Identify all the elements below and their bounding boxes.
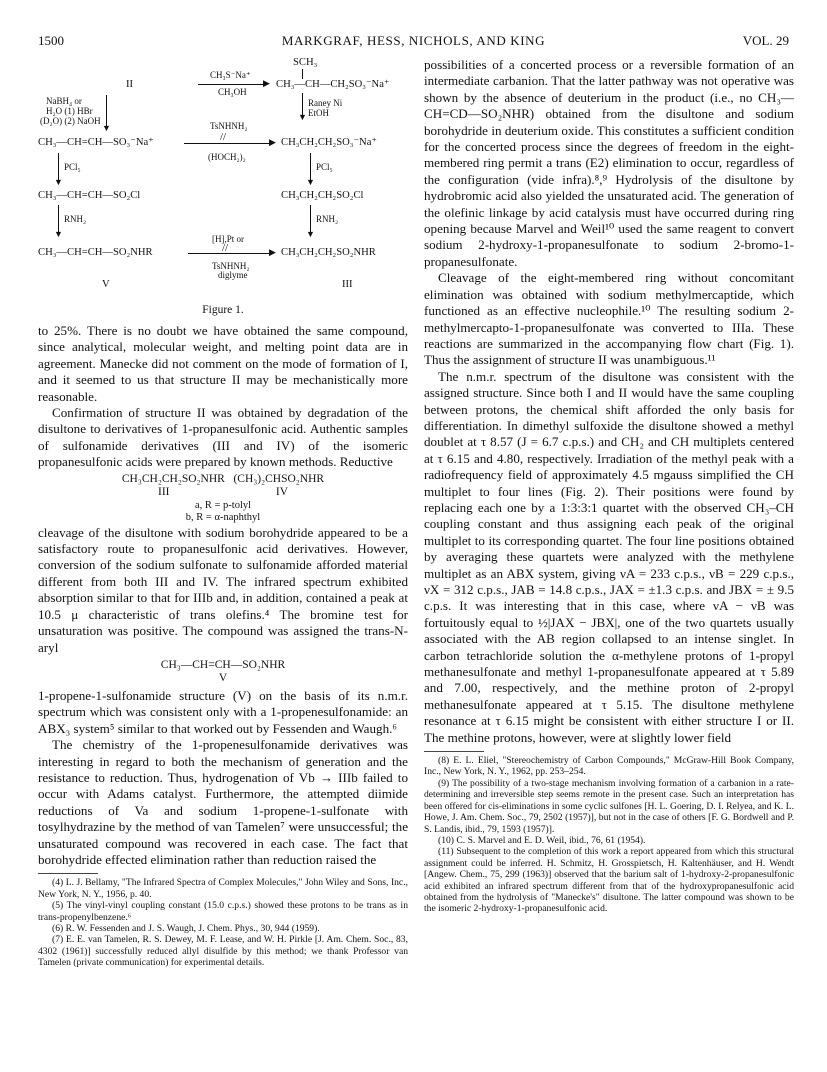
formula-line: CH₃—CH=CH—SO₂NHR [160,658,286,671]
fig-rnh2-left: RNH₂ [64,214,87,224]
fig-row3-right: CH₃CH₂CH₂SO₂Cl [281,190,364,201]
fig-diglyme: diglyme [218,270,248,280]
fig-label-III: III [342,279,353,290]
page-number: 1500 [38,33,64,48]
footnote: (6) R. W. Fessenden and J. S. Waugh, J. Chem. Phys., 30, 944 (1959). [52,923,320,934]
footnote: (11) Subsequent to the completion of this work a report appeared from which this structural assignment could be inferred. H. Schmitz, H. Grosspietsch, H. Kaltenhäuser, and H. Wendt [Angew. Chem., 75, 299 (1963)] observed that the barium salt of 1-hydroxy-2-propanesulfonic acid exhibited an infrared spectrum different from that of the hydroxypropanesulfonic acid obtained from the hydrolysis of "Manecke's" disultone. The latter compound was shown to be the isomeric 2-hydroxy-1-propanesulfonic acid. [424,846,794,915]
fig-arrow-row2 [184,143,272,144]
footnote: (7) E. E. van Tamelen, R. S. Dewey, M. F. Lease, and W. H. Pirkle [J. Am. Chem. Soc., 83, 4302 (1961)] successfully reduced allyl disulfide by this method; we thank Professor van Tamelen (private communication) for experimental details. [38,934,408,969]
fig-arrow-row4 [188,253,272,254]
fig-top-row: CH₃—CH—CH₂SO₃⁻Na⁺ [276,79,390,90]
fig-tsnhnh2-bottom: TsNHNH₂ [212,261,250,271]
volume-label: VOL. 29 [742,33,789,48]
fig-reagent-top-2: CH₃OH [218,87,247,97]
fig-arrowhead-left-2: ▼ [54,177,63,187]
formula-line: V [218,672,228,685]
fig-label-II: II [126,79,134,90]
paragraph: The chemistry of the 1-propenesulfonamide derivatives was interesting in regard to both the mechanism of generation and the resistance to reduction. Thus, hydrogenation of Vb → IIIb failed to occur with Adams catalyst. Furthermore, the attempted diimide reductions of Va and sodium 1-propene-1-sulfonate with tosylhydrazine by the method of van Tamelen⁷ were unsuccessful; the unsaturated compound was recovered in each case. The fact that borohydride effected elimination rather than reduction raised the [38,737,408,867]
footnote: (9) The possibility of a two-stage mechanism involving formation of a carbanion in a rate-determining and irreversible step seems remote in the present case. Such an interpretation has been offered for cis-eliminations in some cyclic sulfones [H. L. Goering, D. I. Relyea, and K. L. Howe, J. Am. Chem. Soc., 79, 2502 (1957)], but not in the case of others [F. G. Bordwell and P. S. Landis, ibid., 79, 1593 (1957)]. [424,777,794,835]
fig-hoch2: (HOCH₂)₂ [208,152,246,162]
fig-label-V: V [102,279,110,290]
fig-arrowhead-top: ▶ [263,78,270,88]
footnote: (4) L. J. Bellamy, "The Infrared Spectra of Complex Molecules," John Wiley and Sons, Inc., New York, N. Y., 1956, p. 40. [38,877,408,900]
fig-arrowhead-right-2: ▼ [306,177,315,187]
paragraph: cleavage of the disultone with sodium borohydride appeared to be a satisfactory route to propanesulfonic acid derivatives. However, conversion of the sodium sulfonate to sulfonamide afforded material different from both III and IV. The infrared spectrum exhibited absorption similar to that for IIIb and, in addition, contained a peak at 10.5 μ characteristic of trans olefins.⁴ The bromine test for unsaturation was positive. The compound was assigned the trans-N-aryl [38,524,408,655]
fig-arrowhead-row2: ▶ [269,137,276,147]
paragraph: The n.m.r. spectrum of the disultone was consistent with the assigned structure. Since both I and II would have the same coupling between protons, the chemical shift afforded the only basis for differentiation. In dimethyl sulfoxide the disultone showed a methyl doublet at τ 8.57 (J = 6.7 c.p.s.) and CH₂ and CH multiplets centered at τ 6.15 and 4.80, respectively. Irradiation of the methyl peak with a radiofrequency field of approximately 4.5 mgauss simplified the CH multiplet to four lines (Fig. 2). Their positions were found by replacing each one by a 1:3:3:1 quartet with the observed CH₃–CH coupling constant and thus assigning each peak of the original multiplet to its corresponding quartet. The four line positions obtained by averaging these quartets were analyzed with the methylene multiplet as an ABX system, giving νA = 233 c.p.s., νB = 229 c.p.s., νX = 312 c.p.s., JAB = 14.8 c.p.s., JAX = ±1.3 c.p.s. and JBX = ± 9.5 c.p.s. It was interesting that in this case, where νA − νB was fortuitously equal to ½|JAX − JBX|, one of the two quartets usually associated with the AB region collapsed to an intense singlet. In carbon tetrachloride solution the α-methylene protons of 1-propyl methanesulfonate and methyl 1-propanesulfonate appeared at τ 5.89 and 7.00, respectively, and the methine proton of 2-propyl methanesulfonate appeared at τ 5.15. The disultone methylene resonance at τ 6.15 might be consistent with either structure I or II. The methine protons, however, were at slightly lower field [424,368,794,745]
fig-row4-left: CH₃—CH=CH—SO₂NHR [38,247,153,258]
fig-sch3-bond [302,69,303,79]
fig-rnh2-right: RNH₂ [316,214,339,224]
paragraph: Confirmation of structure II was obtained by degradation of the disultone to derivatives of 1-propanesulfonic acid. Authentic samples of sulfonamide derivatives (III and IV) of the isomeric propanesulfonic acids were prepared by known methods. Reductive [38,405,408,470]
fig-arrowhead-row4: ▶ [269,247,276,257]
fig-arrowhead-left-3: ▼ [54,229,63,239]
formula-line: b, R = α-naphthyl [185,511,261,523]
fig-pcl5-left: PCl₅ [64,162,81,172]
fig-arrow-top [198,84,266,85]
footnote-rule [38,873,98,874]
fig-left-reagents-3: (D₂O) (2) NaOH [40,116,101,126]
footnote: (8) E. L. Eliel, "Stereochemistry of Carbon Compounds," McGraw-Hill Book Company, Inc., New York, N. Y., 1962, pp. 253–254. [424,755,794,778]
footnote: (5) The vinyl-vinyl coupling constant (15.0 c.p.s.) showed these protons to be trans as in trans-propenylbenzene.⁶ [38,900,408,923]
formula-line: CH₃CH₂CH₂SO₂NHR (CH₃)₂CHSO₂NHR [121,472,325,485]
fig-slash-row2: // [220,131,227,143]
fig-arrowhead-right-1: ▼ [298,112,307,122]
fig-row3-left: CH₃—CH=CH—SO₂Cl [38,190,141,201]
page-header [0,33,827,51]
paragraph: Cleavage of the eight-membered ring without concomitant elimination was obtained with sodium methylmercaptide, which functioned as an effective nucleophile.¹⁰ The resulting sodium 2-methylmercapto-1-propanesulfonate was converted to IIIa. These reactions are summarized in the accompanying flow chart (Fig. 1). Thus the assignment of structure II was unambiguous.¹¹ [424,270,794,368]
formula-block-2 [38,659,408,686]
running-title: MARKGRAF, HESS, NICHOLS, AND KING [281,33,546,48]
fig-row4-right: CH₃CH₂CH₂SO₂NHR [281,247,376,258]
fig-pcl5-right: PCl₅ [316,162,333,172]
fig-row2-right: CH₃CH₂CH₂SO₃⁻Na⁺ [281,137,378,148]
fig-right-reagents-2: EtOH [308,108,329,118]
footnote: (10) C. S. Marvel and E. D. Weil, ibid., 76, 61 (1954). [438,834,646,846]
right-column [424,57,794,915]
left-column [38,57,408,969]
figure-1-flowchart [38,57,408,302]
formula-line: a, R = p-tolyl [194,499,252,511]
formula-block-1 [38,473,408,524]
fig-top-sch3: SCH₃ [293,57,318,68]
fig-left-reagents-1: NaBH₄ or [46,96,82,106]
fig-reagent-top-1: CH₃S⁻Na⁺ [210,70,251,80]
fig-arrowhead-left-1: ▼ [102,123,111,133]
fig-left-reagents-2: H₂O (1) HBr [46,106,93,116]
formula-line: III IV [158,486,288,499]
paragraph: to 25%. There is no doubt we have obtained the same compound, since analytical, molecular weight, and melting point data are in agreement. Manecke did not comment on the mode of formation of I, and it seemed to us that structure II may be mechanistically more reasonable. [38,323,408,404]
fig-arrowhead-right-3: ▼ [306,229,315,239]
fig-tsnhnh2-top: TsNHNH₂ [210,121,248,131]
footnote-rule [424,751,484,752]
fig-right-reagents-1: Raney Ni [308,98,343,108]
figure-caption: Figure 1. [202,304,244,316]
paragraph: possibilities of a concerted process or a reversible formation of an intermediate carbanion. That the latter pathway was not operative was shown by the absence of deuterium in the product (i.e., no CH₃—CH=CD—SO₂NHR) obtained from the disultone and sodium borohydride in deuterium oxide. This constitutes a sufficient condition for the concerted process since the degrees of freedom in the eight-membered ring permit a trans (E2) elimination to occur, regardless of the configuration (vide infra).⁸,⁹ Hydrolysis of the disultone by hydrobromic acid also yielded the unsaturated acid. The generation of the olefinic linkage by acid catalysis must have occurred during ring opening because Marvel and Weil¹⁰ used the same reagent to convert sodium 2-hydroxy-1-propanesulfonate to sodium 2-bromo-1-propanesulfonate. [424,57,794,269]
fig-row2-left: CH₃—CH=CH—SO₃⁻Na⁺ [38,137,154,148]
fig-slash-row4: // [222,242,229,254]
fig-hpt: [H],Pt or [212,234,244,244]
paragraph: 1-propene-1-sulfonamide structure (V) on the basis of its n.m.r. spectrum which was consistent only with a 1-propenesulfonamide: an ABX₃ system⁵ similar to that worked out by Fessenden and Waugh.⁶ [38,687,408,736]
